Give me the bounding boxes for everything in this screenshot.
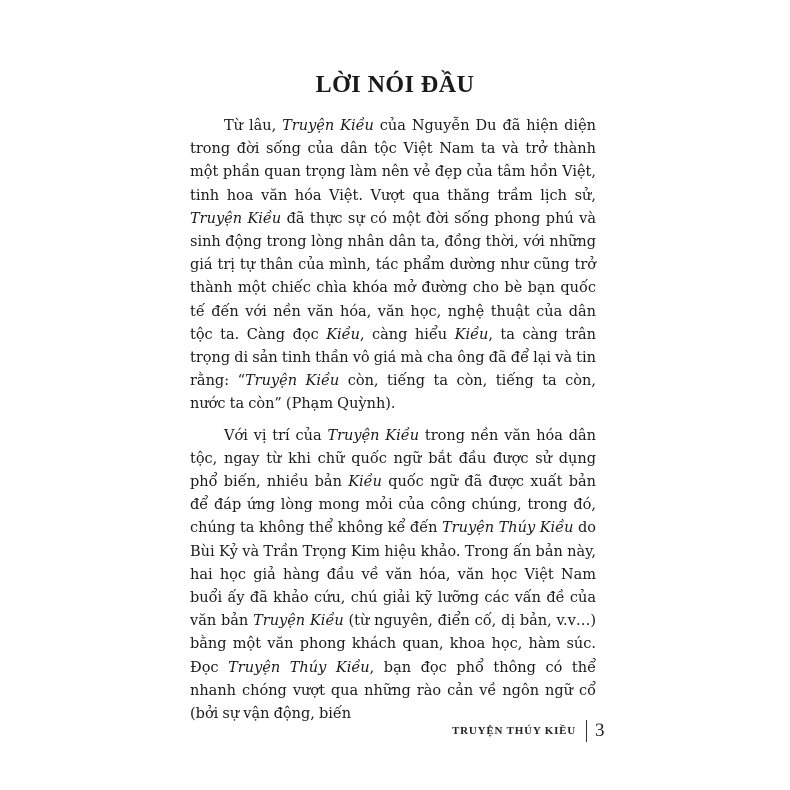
italic-title-run: Truyện Thúy Kiều (228, 659, 370, 676)
text-run: do Bùi Kỷ và Trần Trọng Kim hiệu khảo. Trong ấn bản này, hai học giả hàng đầu về văn hóa, văn học Việt Nam buổi ấy đã khảo cứu, chú giải kỹ lưỡng các vấn đề của văn bản (190, 520, 596, 630)
italic-title-run: Truyện Kiều (244, 373, 340, 390)
text-run: trong nền văn hóa dân tộc, ngay từ khi chữ quốc ngữ bắt đầu được sử dụng phổ biến, nhiều bản (190, 427, 596, 491)
text-run: của Nguyễn Du đã hiện diện trong đời sống của dân tộc Việt Nam ta và trở thành một phần quan trọng làm nên vẻ đẹp của tâm hồn Việt, tinh hoa văn hóa Việt. Vượt qua thăng trầm lịch sử, (190, 118, 596, 204)
page-title: LỜI NÓI ĐẦU (315, 72, 475, 98)
footer-divider (586, 720, 587, 742)
italic-title-run: Truyện Thúy Kiều (442, 520, 574, 537)
italic-title-run: Kiều (348, 474, 382, 491)
page-number: 3 (595, 720, 605, 741)
italic-title-run: Kiều (454, 326, 489, 343)
italic-title-run: Truyện Kiều (327, 427, 420, 444)
body-text (190, 115, 596, 726)
text-run: còn, tiếng ta còn, tiếng ta còn, nước ta còn” (Phạm Quỳnh). (190, 373, 596, 413)
page-footer (452, 718, 605, 744)
text-run: (từ nguyên, điển cố, dị bản, v.v…) bằng một văn phong khách quan, khoa học, hàm súc. Đọc (190, 613, 596, 676)
running-title: TRUYỆN THÚY KIỀU (452, 725, 577, 737)
text-run: , ta càng trân trọng di sản tinh thần vô giá mà cha ông đã để lại và tin rằng: “ (190, 326, 597, 390)
italic-title-run: Kiều (326, 326, 360, 343)
text-run: , càng hiểu (359, 326, 455, 343)
italic-title-run: Truyện Kiều (282, 118, 374, 134)
text-run: Từ lâu, (224, 118, 283, 134)
text-run: , bạn đọc phổ thông có thể nhanh chóng vượt qua những rào cản về ngôn ngữ cổ (bởi sự vận động, biến (190, 659, 596, 723)
paragraph-2 (190, 425, 596, 727)
italic-title-run: Truyện Kiều (190, 210, 282, 227)
text-run: quốc ngữ đã được xuất bản để đáp ứng lòng mong mỏi của công chúng, trong đó, chúng ta không thể không kể đến (190, 474, 596, 537)
text-run: Với vị trí của (224, 427, 328, 444)
italic-title-run: Truyện Kiều (253, 613, 344, 630)
paragraph-1 (190, 115, 596, 417)
text-run: đã thực sự có một đời sống phong phú và sinh động trong lòng nhân dân ta, đồng thời, với những giá trị tự thân của mình, tác phẩm dường như cũng trở thành một chiếc chìa khóa mở đường cho bè bạn quốc tế đến với nền văn hóa, văn học, nghệ thuật của dân tộc ta. Càng đọc (190, 210, 596, 343)
